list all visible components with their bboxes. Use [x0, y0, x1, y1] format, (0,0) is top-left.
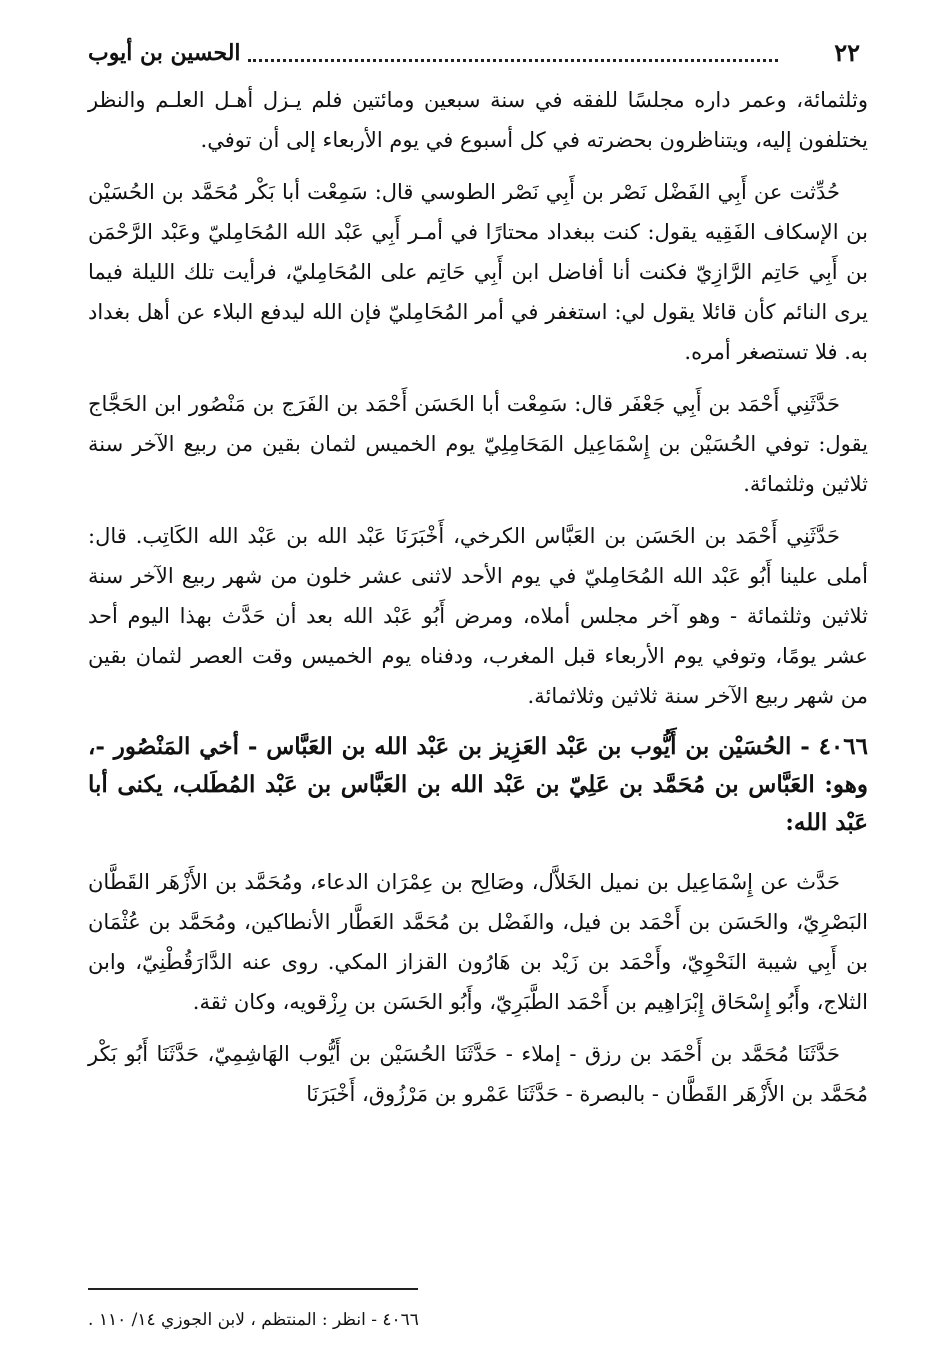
paragraph: حُدِّثت عن أَبِي الفَضْل نَصْر بن أَبِي نَصْر الطوسي قال: سَمِعْت أبا بَكْر مُحَمَّد بن الحُسَيْن بن الإسكاف الفَقِيه يقول: كنت ببغداد محتارًا في أمـر أَبِي عَبْد الله المُحَامِليّ وعَبْد الرَّحْمَن بن أَبِي حَاتِم الرَّازِيّ فكنت أنا أفاضل ابن أَبِي حَاتِم على المُحَامِليّ، فرأيت تلك الليلة فيما يرى النائم كأن قائلا يقول لي: استغفر في أمر المُحَامِليّ فإن الله ليدفع البلاء عن أهل بغداد به. فلا تستصغر أمره. [88, 180, 868, 364]
page-header [88, 30, 868, 70]
paragraph: حَدَّثَنِي أَحْمَد بن أَبِي جَعْفَر قال: سَمِعْت أبا الحَسَن أَحْمَد بن الفَرَج بن مَنْصُور ابن الحَجَّاج يقول: توفي الحُسَيْن بن إِسْمَاعِيل المَحَامِلِيّ يوم الخميس لثمان بقين من ربيع الآخر سنة ثلاثين وثلثمائة. [88, 392, 868, 496]
biography-entry-heading: ٤٠٦٦ - الحُسَيْن بن أَيُّوب بن عَبْد العَزِيز بن عَبْد الله بن العَبَّاس - أخي المَنْصُور -، وهو: العَبَّاس بن مُحَمَّد بن عَلِيّ بن عَبْد الله بن العَبَّاس بن عَبْد المُطَلب، يكنى أبا عَبْد الله: [88, 733, 868, 836]
running-title: الحسين بن أيوب [88, 40, 241, 66]
header-dotted-leader [248, 59, 778, 62]
paragraph: حَدَّث عن إِسْمَاعِيل بن نميل الخَلاَّل، وصَالِح بن عِمْرَان الدعاء، ومُحَمَّد بن الأَزْهَر القَطَّان البَصْرِيّ، والحَسَن بن أَحْمَد بن فيل، والفَضْل بن مُحَمَّد العَطَّار الأنطاكين، ومُحَمَّد بن عُثْمَان بن أَبِي شيبة النَحْوِيّ، وأَحْمَد بن زَيْد بن هَارُون القزاز المكي. روى عنه الدَّارَقُطْنِيّ، وابن الثلاج، وأَبُو إِسْحَاق إِبْرَاهِيم بن أَحْمَد الطَّبَرِيّ، وأَبُو الحَسَن بن رِزْقويه، وكان ثقة. [88, 870, 868, 1014]
footnote-separator [88, 1288, 418, 1290]
book-page [88, 30, 868, 1330]
paragraph: حَدَّثَنَا مُحَمَّد بن أَحْمَد بن رزق - إملاء - حَدَّثَنَا الحُسَيْن بن أَيُّوب الهَاشِمِيّ، حَدَّثَنَا أَبُو بَكْر مُحَمَّد بن الأَزْهَر القَطَّان - بالبصرة - حَدَّثَنَا عَمْرو بن مَرْزُوق، أَخْبَرَنَا [88, 1042, 868, 1106]
page-number: ٢٢ [834, 38, 860, 67]
main-text [88, 80, 868, 1126]
paragraph: حَدَّثَنِي أَحْمَد بن الحَسَن بن العَبَّاس الكرخي، أَخْبَرَنَا عَبْد الله بن عَبْد الله الكَاتِب. قال: أملى علينا أَبُو عَبْد الله المُحَامِليّ في يوم الأحد لاثنى عشر خلون من شهر ربيع الآخر سنة ثلاثين وثلثمائة - وهو آخر مجلس أملاه، ومرض أَبُو عَبْد الله بعد أن حَدَّث بهذا اليوم أحد عشر يومًا، وتوفي يوم الأربعاء قبل المغرب، ودفناه يوم الخميس وقت العصر لثمان بقين من شهر ربيع الآخر سنة ثلاثين وثلاثمائة. [88, 524, 868, 708]
footnote: ٤٠٦٦ - انظر : المنتظم ، لابن الجوزي ١٤/ ١١٠ . [88, 1310, 419, 1330]
paragraph: وثلثمائة، وعمر داره مجلسًا للفقه في سنة سبعين ومائتين فلم يـزل أهـل العلـم والنظر يختلفون إليه، ويتناظرون بحضرته في كل أسبوع في يوم الأربعاء إلى أن توفي. [88, 88, 868, 152]
